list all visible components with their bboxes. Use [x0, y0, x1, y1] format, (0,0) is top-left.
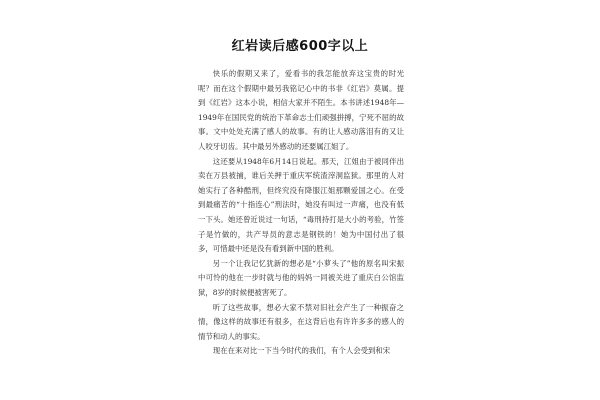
paragraph: 听了这些故事，想必大家不禁对旧社会产生了一种振奋之情，像这样的故事还有很多，在这背后也有许许多多的感人的情节和动人的事实。	[198, 302, 404, 341]
paragraph: 快乐的假期又来了，爱看书的我怎能放弃这宝贵的时光呢？而在这个假期中最另我铭记心中的书非《红岩》莫属。提到《红岩》这本小说，相信大家并不陌生。本书讲述1948年—1949年在国民党的统治下革命志士们顽强拼搏，宁死不屈的故事。文中处处充满了感人的故事。有的让人感动落泪有的又让人咬牙切齿。其中最另外感动的还要属江姐了。	[198, 69, 404, 151]
paragraph: 另一个让我记忆犹新的想必是“小萝头了”他的原名叫宋振中可怜的他在一步时就与他的妈妈一同被关进了重庆白公馆监狱，8岁的时候便被害死了。	[198, 258, 404, 297]
page-title: 红岩读后感600字以上	[231, 39, 369, 54]
paragraph: 现在在来对比一下当今时代的我们，有个人会受到和宋	[212, 346, 391, 356]
article-body	[198, 67, 404, 359]
paragraph: 这还要从1948年6月14日说起。那天，江姐由于被同伴出卖在万县被捕，谁后关押于重庆军统渣滓洞监狱。那里的人对她实行了各种酷刑，但终究没有降服江姐那颗爱国之心。在受到最痛苦的“十指连心”刑法时，她没有叫过一声痛，也没有低一下头。她还曾近说过一句话，“毒刑持打是大小的考验，竹签子是竹做的，共产导员的意志是钢铁的！她为中国付出了很多，可惜最中还是没有看到新中国的胜利。	[198, 156, 404, 254]
